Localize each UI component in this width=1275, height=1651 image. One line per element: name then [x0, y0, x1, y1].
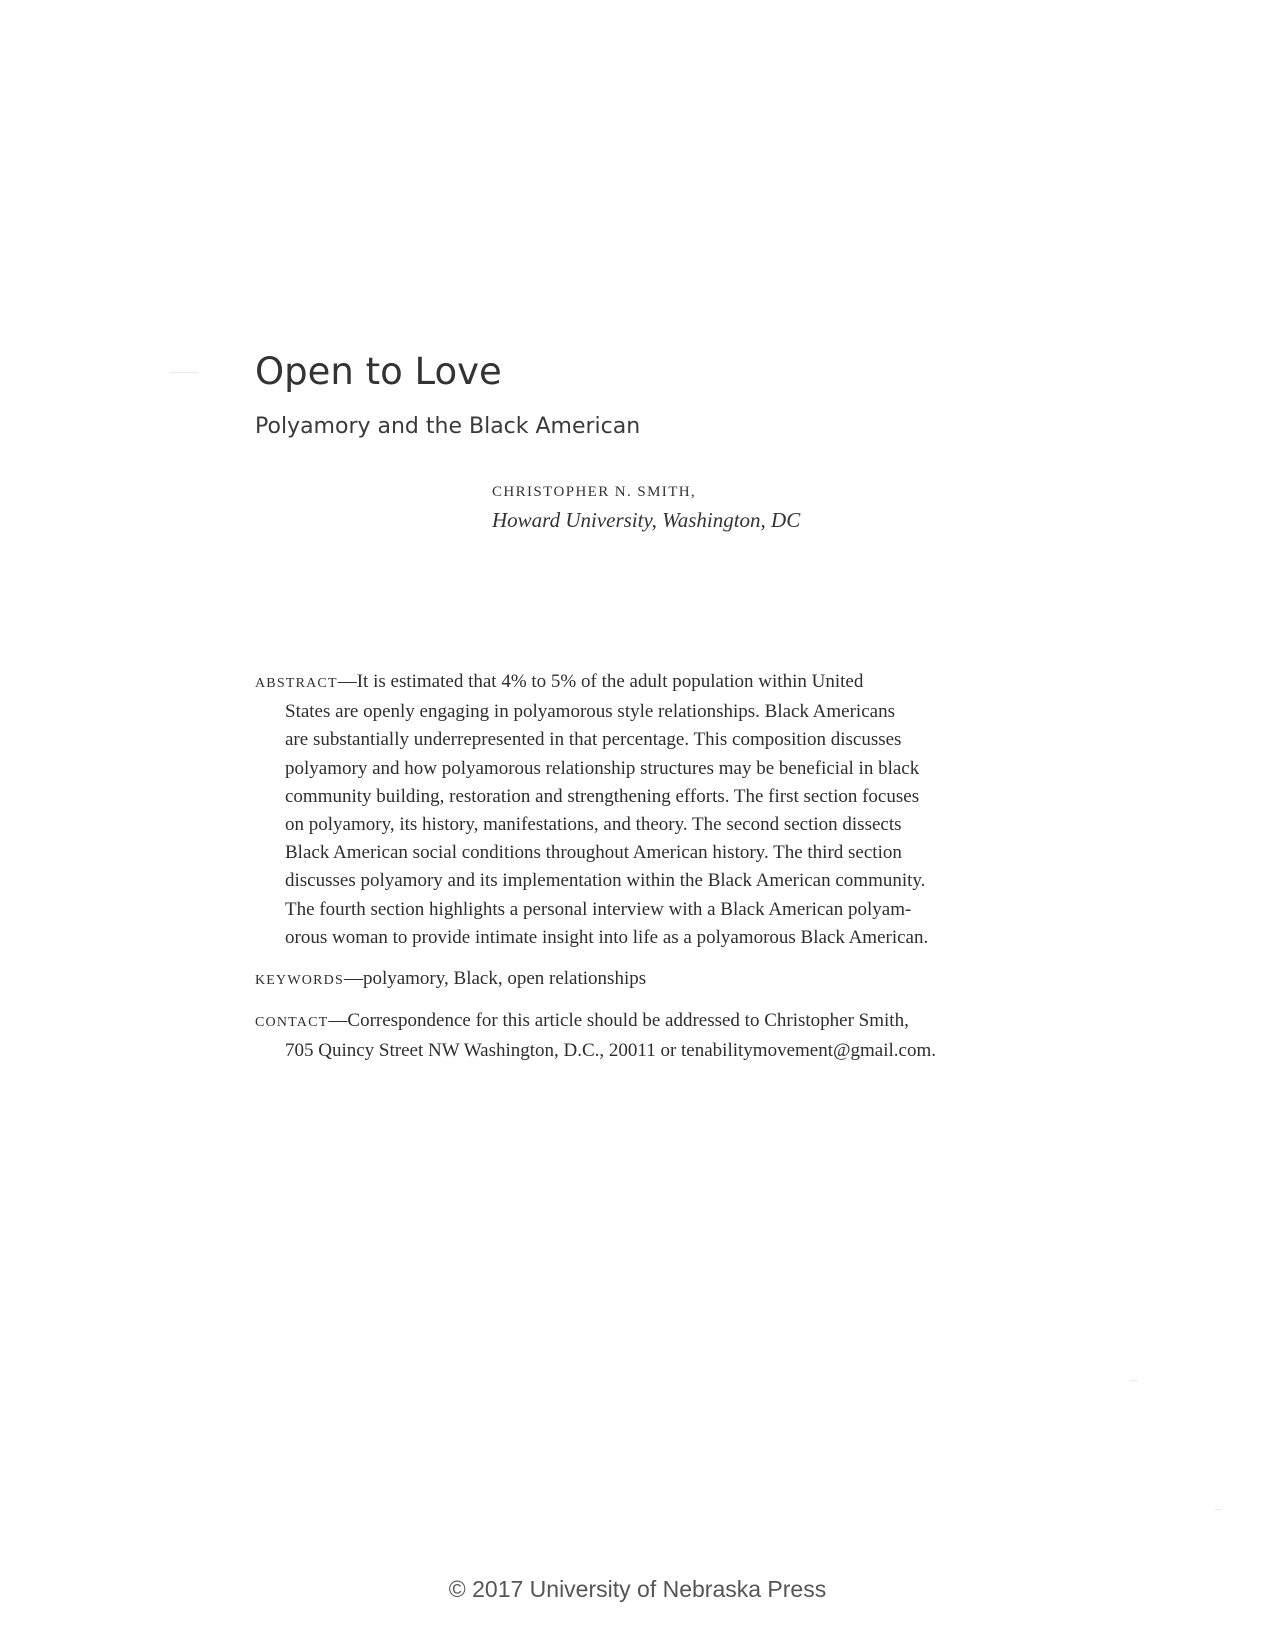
contact-text: —Correspondence for this article should be addressed to Christopher Smith,	[328, 1010, 909, 1031]
copyright-notice: © 2017 University of Nebraska Press	[448, 1576, 827, 1602]
article-title: Open to Love	[255, 350, 502, 393]
abstract-line: community building, restoration and strengthening efforts. The first section focuses	[285, 785, 920, 807]
contact	[255, 1007, 995, 1065]
abstract-line: are substantially underrepresented in that percentage. This composition discusses	[285, 729, 902, 751]
abstract	[255, 668, 995, 952]
abstract-line: States are openly engaging in polyamorous style relationships. Black Americans	[285, 701, 895, 723]
abstract-line: polyamory and how polyamorous relationship structures may be beneficial in black	[285, 757, 920, 779]
abstract-label: ABSTRACT	[255, 676, 338, 691]
article-subtitle: Polyamory and the Black American	[255, 414, 641, 439]
scan-artifact	[170, 372, 198, 373]
keywords	[255, 965, 995, 995]
abstract-line: discusses polyamory and its implementation within the Black American community.	[285, 870, 926, 892]
contact-label: CONTACT	[255, 1015, 329, 1030]
keywords-text: —polyamory, Black, open relationships	[343, 968, 647, 989]
scan-artifact	[1130, 1380, 1138, 1381]
keywords-line	[255, 965, 995, 995]
abstract-line: The fourth section highlights a personal interview with a Black American polyam-	[285, 898, 912, 920]
keywords-label: KEYWORDS	[255, 973, 344, 988]
author-name: CHRISTOPHER N. SMITH,	[492, 484, 697, 500]
abstract-line: Black American social conditions throughout American history. The third section	[285, 842, 902, 864]
abstract-text: —It is estimated that 4% to 5% of the adult population within United	[337, 671, 864, 692]
scan-artifact	[1215, 1509, 1221, 1510]
abstract-line: on polyamory, its history, manifestations, and theory. The second section dissects	[285, 814, 902, 836]
contact-line: 705 Quincy Street NW Washington, D.C., 20011 or tenabilitymovement@gmail.com.	[285, 1040, 936, 1062]
author-affiliation: Howard University, Washington, DC	[492, 508, 801, 532]
abstract-line	[255, 668, 995, 698]
abstract-line: orous woman to provide intimate insight into life as a polyamorous Black American.	[285, 926, 929, 948]
contact-line	[255, 1007, 995, 1037]
